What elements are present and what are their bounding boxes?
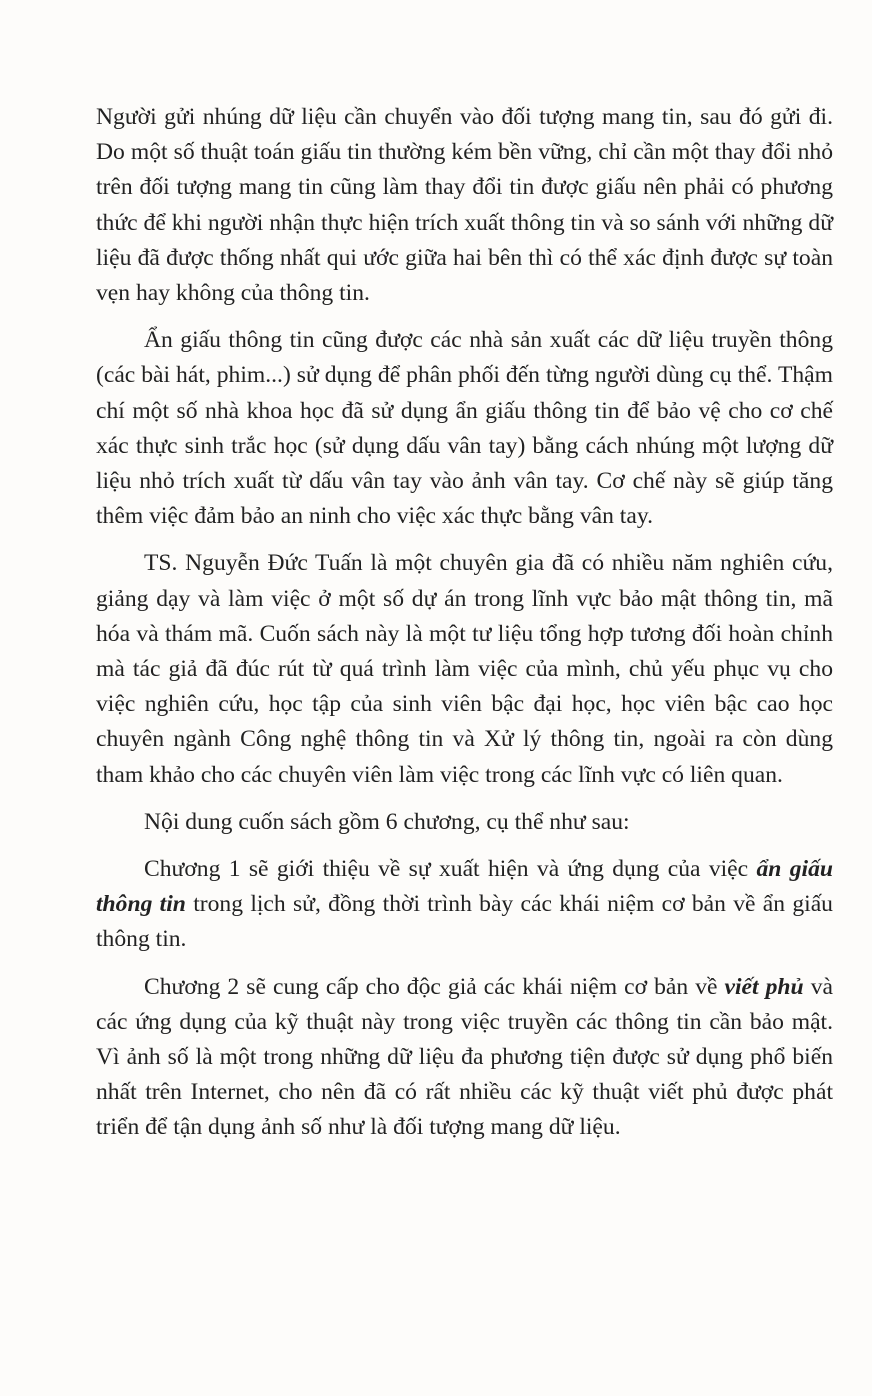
paragraph-2-text: Ẩn giấu thông tin cũng được các nhà sản xuất các dữ liệu truyền thông (các bài hát, phim...) sử dụng để phân phối đến từng người dùng cụ thể. Thậm chí một số nhà khoa học đã sử dụng ẩn giấu thông tin để bảo vệ cho cơ chế xác thực sinh trắc học (sử dụng dấu vân tay) bằng cách nhúng một lượng dữ liệu nhỏ trích xuất từ dấu vân tay vào ảnh vân tay. Cơ chế này sẽ giúp tăng thêm việc đảm bảo an ninh cho việc xác thực bằng vân tay. <box>96 327 833 530</box>
paragraph-6-text-a: Chương 2 sẽ cung cấp cho độc giả các khái niệm cơ bản về <box>144 973 725 1000</box>
paragraph-3 <box>96 546 833 792</box>
paragraph-5-text-a: Chương 1 sẽ giới thiệu về sự xuất hiện và ứng dụng của việc <box>144 856 757 883</box>
paragraph-2 <box>96 323 833 534</box>
paragraph-1-text: Người gửi nhúng dữ liệu cần chuyển vào đối tượng mang tin, sau đó gửi đi. Do một số thuật toán giấu tin thường kém bền vững, chỉ cần một thay đổi nhỏ trên đối tượng mang tin cũng làm thay đổi tin được giấu nên phải có phương thức để khi người nhận thực hiện trích xuất thông tin và so sánh với những dữ liệu đã được thống nhất qui ước giữa hai bên thì có thể xác định được sự toàn vẹn hay không của thông tin. <box>96 104 833 307</box>
paragraph-5-emphasis: ẩn giấu thông tin <box>96 856 833 918</box>
paragraph-4 <box>96 805 833 840</box>
paragraph-6 <box>96 970 833 1146</box>
paragraph-1 <box>96 100 833 311</box>
paragraph-3-text: TS. Nguyễn Đức Tuấn là một chuyên gia đã có nhiều năm nghiên cứu, giảng dạy và làm việc ở một số dự án trong lĩnh vực bảo mật thông tin, mã hóa và thám mã. Cuốn sách này là một tư liệu tổng hợp tương đối hoàn chỉnh mà tác giả đã đúc rút từ quá trình làm việc của mình, chủ yếu phục vụ cho việc nghiên cứu, học tập của sinh viên bậc đại học, học viên bậc cao học chuyên ngành Công nghệ thông tin và Xử lý thông tin, ngoài ra còn dùng tham khảo cho các chuyên viên làm việc trong các lĩnh vực có liên quan. <box>96 550 833 788</box>
paragraph-4-text: Nội dung cuốn sách gồm 6 chương, cụ thể như sau: <box>144 808 630 835</box>
paragraph-6-emphasis: viết phủ <box>724 973 804 1000</box>
paragraph-5 <box>96 852 833 958</box>
paragraph-6-text-b: và các ứng dụng của kỹ thuật này trong việc truyền các thông tin cần bảo mật. Vì ảnh số là một trong những dữ liệu đa phương tiện được sử dụng phổ biến nhất trên Internet, cho nên đã có rất nhiều các kỹ thuật viết phủ được phát triển để tận dụng ảnh số như là đối tượng mang dữ liệu. <box>96 973 833 1141</box>
page-body <box>96 100 833 1158</box>
paragraph-5-text-b: trong lịch sử, đồng thời trình bày các khái niệm cơ bản về ẩn giấu thông tin. <box>96 891 833 953</box>
